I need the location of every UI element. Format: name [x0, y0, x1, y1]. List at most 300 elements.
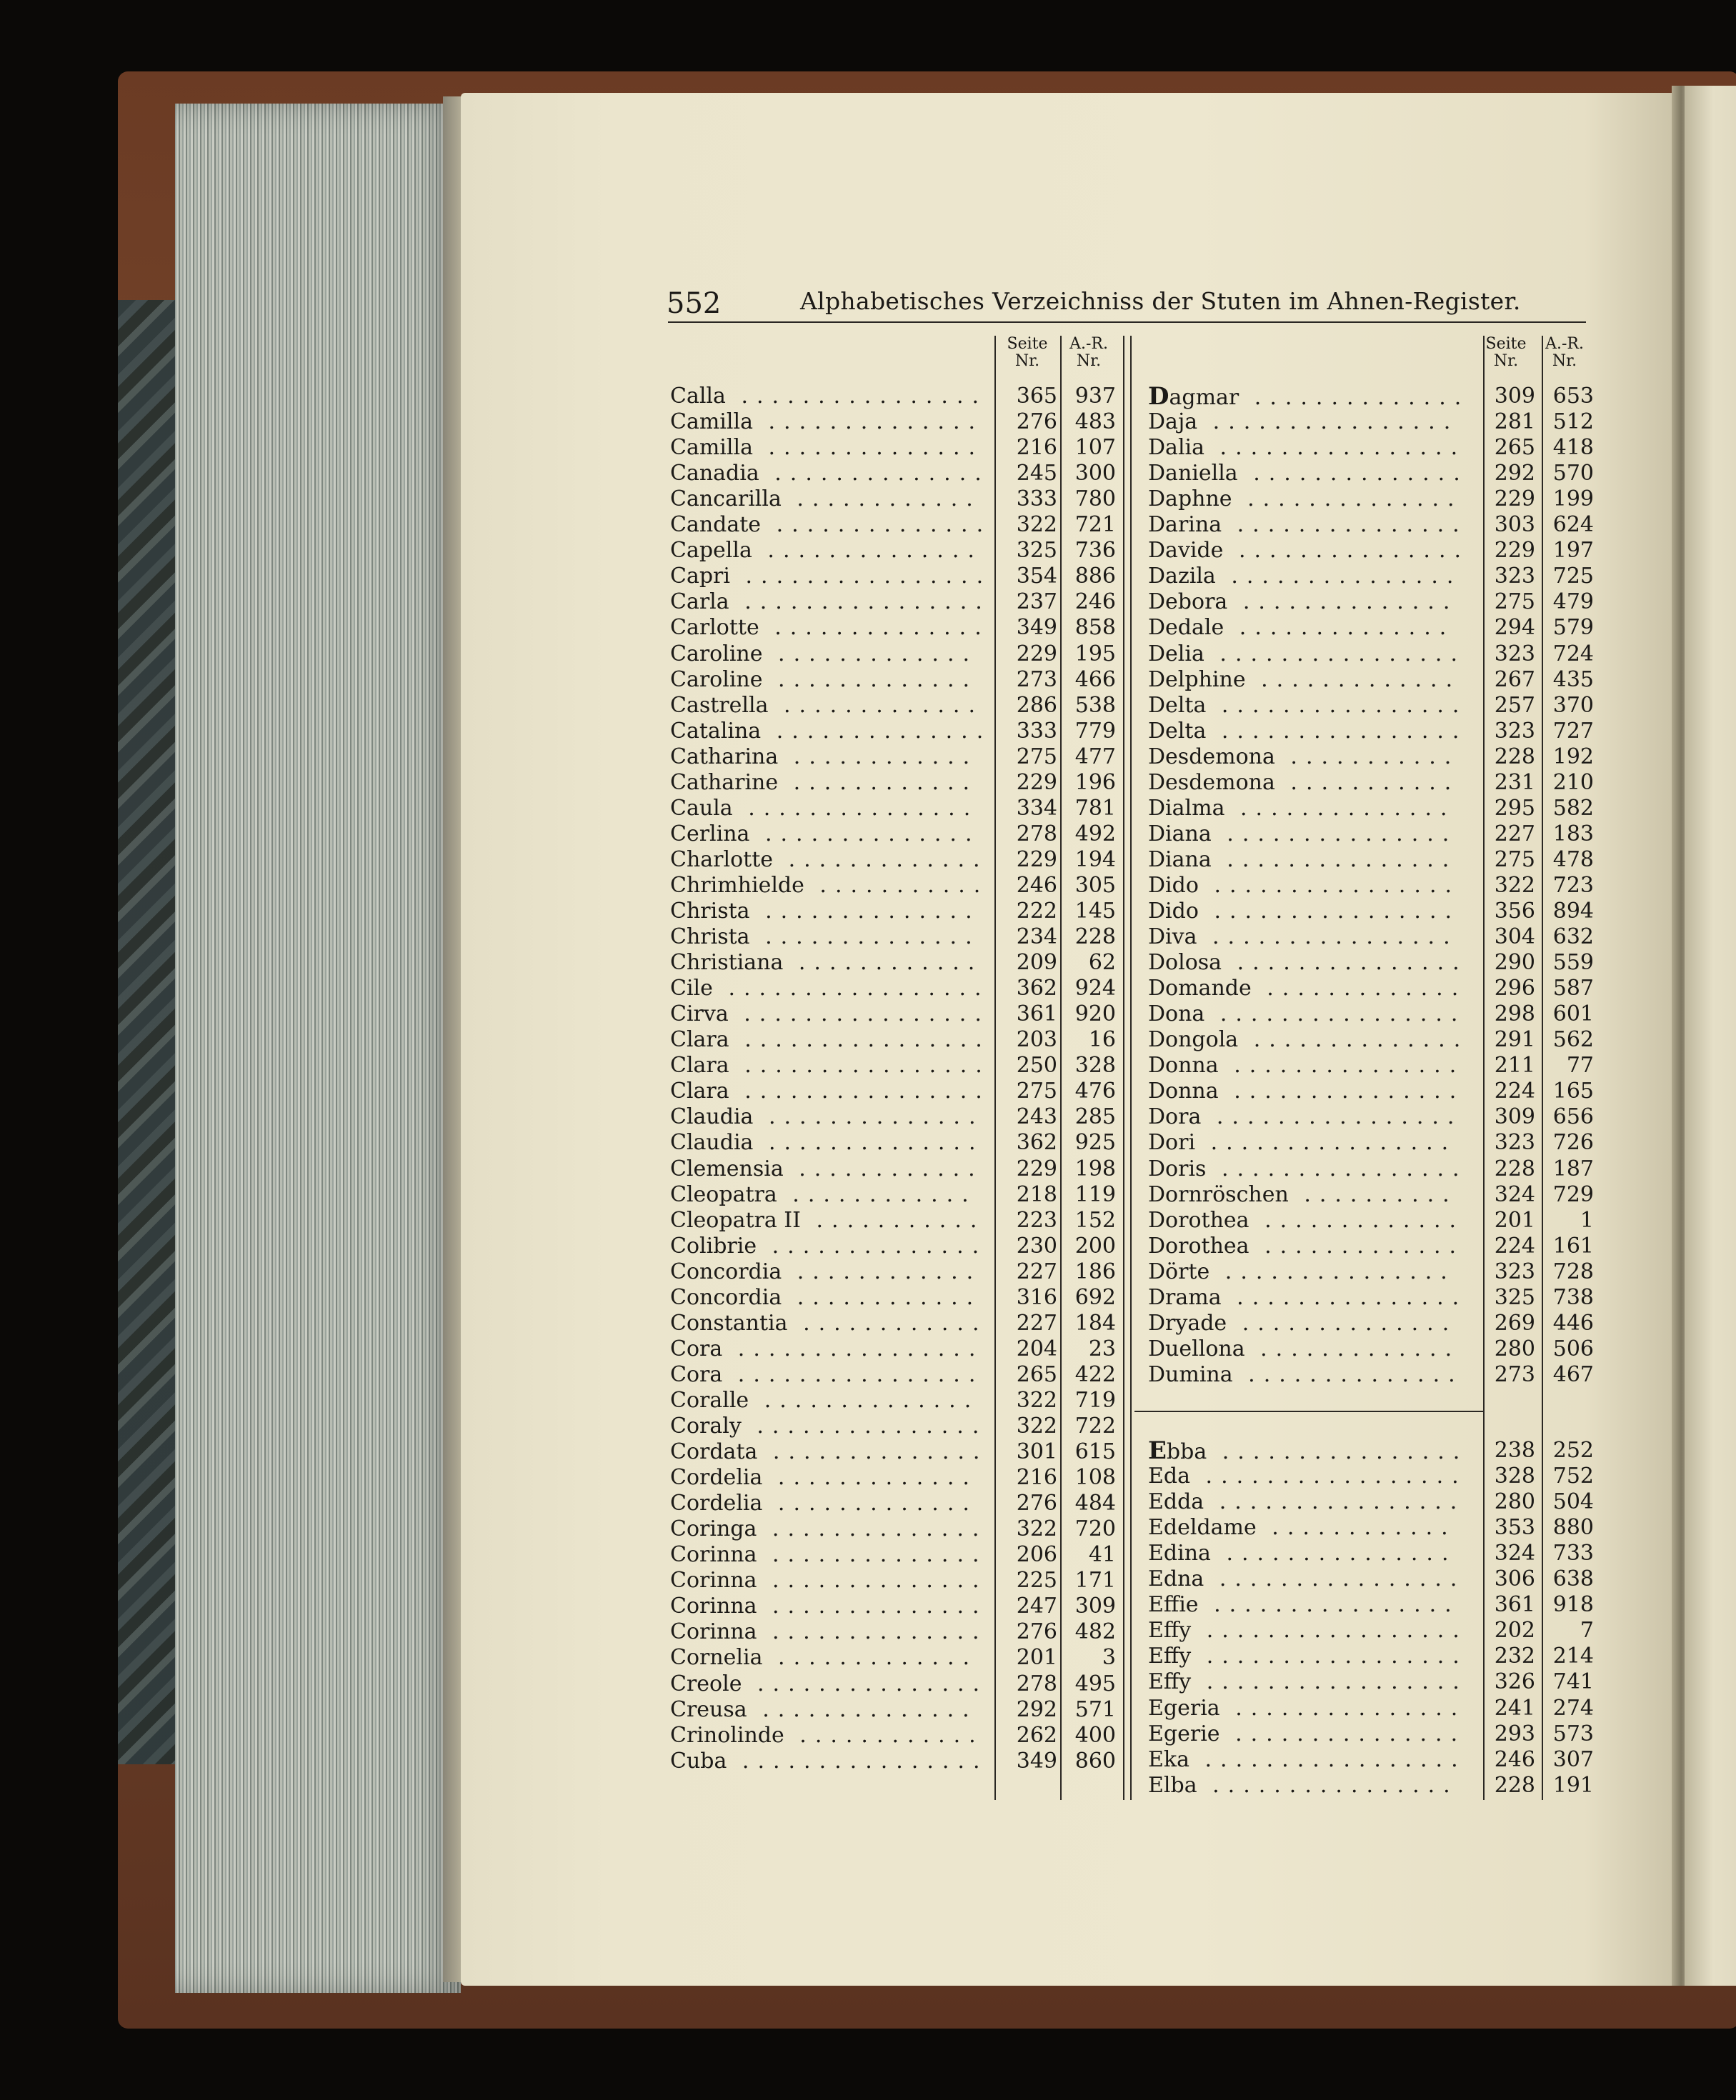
entry-ar: 108 [1074, 1465, 1116, 1491]
entry-seite: 323 [1494, 564, 1535, 589]
entry-seite: 265 [1016, 1361, 1057, 1387]
entry-ar: 720 [1074, 1516, 1116, 1542]
index-entry [1148, 1182, 1598, 1208]
leader-dots: ............. [773, 846, 989, 872]
entry-name-text: Coringa [670, 1516, 757, 1542]
entry-ar: 925 [1074, 1130, 1116, 1156]
entry-seite: 211 [1494, 1053, 1535, 1079]
entry-seite: 309 [1494, 384, 1535, 409]
entry-name-text: Clara [670, 1053, 729, 1079]
entry-seite: 222 [1016, 899, 1057, 924]
entry-name-text: Catharina [670, 744, 779, 769]
leader-dots: ........... [800, 1207, 986, 1233]
entry-ar: 570 [1552, 461, 1594, 486]
entry-ar: 107 [1074, 435, 1116, 461]
entry-name-text: Cordata [670, 1439, 758, 1465]
entry-name [1148, 1001, 1466, 1027]
entry-name [1148, 589, 1458, 615]
entry-name [1148, 950, 1468, 976]
entry-ar: 653 [1552, 384, 1594, 409]
entry-name [670, 1491, 978, 1516]
entry-ar: 638 [1552, 1566, 1594, 1592]
entry-name [670, 1465, 978, 1491]
entry-ar: 183 [1552, 821, 1594, 846]
entry-name [1148, 615, 1455, 641]
index-entry [1148, 1515, 1598, 1541]
entry-name-text: Cleopatra II [670, 1207, 801, 1233]
entry-name-text: Diana [1148, 821, 1212, 846]
leader-dots: ............ [787, 1310, 988, 1336]
entry-ar: 579 [1552, 615, 1594, 641]
entry-name-text: agmar [1169, 385, 1239, 410]
leader-dots: ................. [1191, 1618, 1468, 1644]
entry-seite: 309 [1494, 1104, 1535, 1130]
entry-seite: 246 [1016, 872, 1057, 898]
entry-name-text: Debora [1148, 589, 1228, 615]
entry-name-text: Eka [1148, 1746, 1189, 1772]
entry-name [1148, 1747, 1467, 1773]
index-entry [670, 1130, 1120, 1156]
entry-seite: 323 [1494, 1259, 1535, 1284]
entry-seite: 229 [1016, 1156, 1057, 1181]
leader-dots: .............. [1232, 1361, 1464, 1387]
entry-ar: 733 [1552, 1541, 1594, 1566]
index-entry [670, 1645, 1120, 1671]
leader-dots: ................. [1191, 1669, 1468, 1695]
entry-seite: 303 [1494, 512, 1535, 538]
entry-name [1148, 512, 1468, 538]
entry-name [1148, 461, 1469, 486]
entry-ar: 559 [1552, 950, 1594, 976]
index-entry [1148, 1285, 1598, 1311]
entry-name-text: Castrella [670, 692, 769, 718]
entry-name [1148, 1156, 1468, 1182]
index-entry [670, 1568, 1120, 1594]
entry-seite: 230 [1016, 1233, 1057, 1259]
leader-dots: ................. [1190, 1464, 1467, 1489]
entry-ar: 328 [1074, 1053, 1116, 1079]
entry-ar: 894 [1552, 899, 1594, 924]
entry-name-text: Charlotte [670, 846, 774, 872]
entry-name [670, 1594, 988, 1619]
entry-name [670, 1645, 978, 1671]
entry-name-text: Cancarilla [670, 486, 782, 512]
entry-name [670, 873, 989, 899]
index-entry [670, 641, 1120, 667]
entry-name [670, 1079, 991, 1104]
entry-name [670, 1439, 988, 1465]
right-ar-header-line1: A.-R. [1545, 335, 1584, 353]
index-entry [670, 512, 1120, 538]
index-entry [670, 1749, 1120, 1774]
entry-name [670, 1336, 984, 1362]
entry-name-text: Effy [1148, 1644, 1192, 1669]
entry-ar: 214 [1552, 1644, 1594, 1669]
entry-ar: 196 [1074, 769, 1116, 795]
entry-name [1148, 384, 1470, 411]
entry-seite: 281 [1494, 409, 1535, 435]
leader-dots: ................ [1198, 872, 1461, 898]
entry-name [670, 384, 987, 409]
leader-dots: .............. [747, 1696, 978, 1722]
leader-dots: ................ [729, 589, 991, 615]
index-entry [670, 1723, 1120, 1749]
leader-dots: ............... [1218, 1053, 1465, 1079]
entry-name [1148, 1669, 1468, 1695]
index-entry [1148, 821, 1598, 847]
leader-dots: .............. [761, 512, 992, 538]
index-entry [1148, 847, 1598, 873]
entry-seite: 204 [1016, 1336, 1057, 1361]
entry-ar: 186 [1074, 1259, 1116, 1284]
entry-ar: 476 [1074, 1079, 1116, 1104]
index-entry [670, 1439, 1120, 1465]
entry-name-text: Delia [1148, 641, 1204, 666]
entry-name-text: Delphine [1148, 666, 1246, 692]
entry-seite: 325 [1494, 1284, 1535, 1310]
entry-name [1148, 976, 1467, 1001]
leader-dots: ............... [1222, 950, 1468, 976]
entry-name-text: Elba [1148, 1772, 1197, 1798]
entry-seite: 296 [1494, 976, 1535, 1001]
index-entry [670, 1311, 1120, 1336]
leader-dots: .............. [749, 899, 981, 924]
entry-name [670, 1234, 987, 1259]
index-entry [1148, 1669, 1598, 1695]
leader-dots: ............ [782, 1284, 982, 1310]
entry-name [670, 461, 990, 486]
index-entry [1148, 744, 1598, 770]
entry-name-text: Corinna [670, 1542, 757, 1568]
index-entry [1148, 1079, 1598, 1104]
entry-name [670, 512, 992, 538]
entry-seite: 276 [1016, 1491, 1057, 1516]
entry-name [670, 976, 990, 1001]
entry-ar: 300 [1074, 461, 1116, 486]
entry-seite: 229 [1016, 641, 1057, 666]
index-entry [1148, 615, 1598, 641]
index-entry [670, 847, 1120, 873]
index-entry [1148, 924, 1598, 950]
leader-dots: ................ [1207, 1439, 1469, 1464]
index-entry [670, 486, 1120, 512]
entry-name-text: Desdemona [1148, 744, 1275, 769]
entry-ar: 479 [1552, 589, 1594, 615]
entry-ar: 307 [1552, 1746, 1594, 1772]
entry-name-text: Davide [1148, 538, 1224, 564]
entry-seite: 323 [1494, 641, 1535, 666]
leader-dots: .............. [749, 924, 981, 950]
index-entry [1148, 693, 1598, 719]
leader-dots: ................ [1204, 1566, 1466, 1592]
leader-dots: ............. [762, 1645, 979, 1671]
entry-name-text: Cerlina [670, 821, 750, 846]
index-entry [1148, 1130, 1598, 1156]
leader-dots: ............ [782, 1259, 982, 1284]
entry-ar: 506 [1552, 1336, 1594, 1361]
index-entry [1148, 461, 1598, 486]
leader-dots: ................ [728, 1001, 990, 1027]
index-entry [670, 1388, 1120, 1414]
index-entry [1148, 667, 1598, 693]
entry-name-text: Effy [1148, 1618, 1192, 1644]
leader-dots: ............... [1210, 1541, 1457, 1566]
entry-initial: D [1148, 382, 1169, 411]
entry-seite: 294 [1494, 615, 1535, 641]
entry-name-text: Concordia [670, 1284, 782, 1310]
entry-ar: 632 [1552, 924, 1594, 950]
index-entry [1148, 384, 1598, 409]
leader-dots: .............. [757, 1619, 988, 1645]
index-entry [670, 924, 1120, 950]
index-entry [670, 1465, 1120, 1491]
index-entry [670, 1027, 1120, 1053]
leader-dots: ............... [742, 1671, 989, 1696]
leader-dots: ............. [1245, 666, 1462, 692]
index-entry [1148, 1618, 1598, 1644]
entry-name [670, 1208, 985, 1234]
entry-ar: 692 [1074, 1284, 1116, 1310]
entry-name-text: Diana [1148, 846, 1212, 872]
entry-name-text: Darina [1148, 512, 1222, 538]
index-entry [1148, 564, 1598, 589]
index-entry [1148, 589, 1598, 615]
entry-name-text: Edda [1148, 1489, 1204, 1515]
entry-seite: 353 [1494, 1515, 1535, 1541]
entry-seite: 231 [1494, 769, 1535, 795]
index-entry [670, 1182, 1120, 1208]
entry-initial: E [1148, 1436, 1167, 1465]
index-entry [670, 1414, 1120, 1439]
entry-name-text: Cordelia [670, 1491, 763, 1516]
leader-dots: ............. [1244, 1336, 1461, 1361]
entry-seite: 334 [1016, 795, 1057, 821]
index-entry [670, 1156, 1120, 1182]
entry-seite: 224 [1494, 1233, 1535, 1259]
leader-dots: ............... [1219, 1721, 1467, 1746]
entry-name [670, 796, 979, 821]
entry-ar: 228 [1074, 924, 1116, 950]
leader-dots: .............. [757, 1568, 988, 1594]
entry-seite: 273 [1016, 666, 1057, 692]
entry-name-text: Donna [1148, 1079, 1219, 1104]
leader-dots: ................ [729, 1079, 991, 1104]
entry-ar: 512 [1552, 409, 1594, 435]
entry-seite: 250 [1016, 1053, 1057, 1079]
entry-ar: 418 [1552, 435, 1594, 461]
entry-seite: 257 [1494, 692, 1535, 718]
entry-ar: 252 [1552, 1438, 1594, 1463]
index-entry [670, 1619, 1120, 1645]
entry-ar: 41 [1088, 1542, 1116, 1568]
entry-name-text: Carla [670, 589, 729, 615]
leader-dots: ............... [1219, 1695, 1467, 1721]
entry-name [670, 719, 992, 744]
entry-name [1148, 719, 1467, 744]
entry-name-text: Canadia [670, 461, 759, 486]
entry-name [1148, 1311, 1457, 1336]
entry-name [670, 564, 992, 589]
center-double-rule-a [1123, 336, 1124, 1800]
entry-ar: 562 [1552, 1027, 1594, 1053]
entry-seite: 304 [1494, 924, 1535, 950]
entry-name [670, 1619, 988, 1645]
entry-ar: 16 [1088, 1027, 1116, 1053]
entry-seite: 275 [1016, 744, 1057, 769]
entry-name [1148, 1696, 1466, 1721]
leader-dots: ............ [783, 1156, 984, 1181]
entry-seite: 324 [1494, 1181, 1535, 1207]
entry-name [670, 1723, 984, 1749]
entry-ar: 727 [1552, 718, 1594, 744]
index-entry [1148, 1438, 1598, 1464]
entry-ar: 738 [1552, 1284, 1594, 1310]
index-entry [670, 538, 1120, 564]
entry-name [1148, 1489, 1465, 1515]
entry-name [1148, 924, 1459, 950]
entry-seite: 292 [1016, 1696, 1057, 1722]
index-entry [1148, 538, 1598, 564]
entry-seite: 322 [1016, 1414, 1057, 1439]
leader-dots: ................ [1206, 718, 1468, 744]
entry-seite: 291 [1494, 1027, 1535, 1053]
leader-dots: ........... [1274, 769, 1460, 795]
leader-dots: ............... [1218, 1079, 1465, 1104]
entry-seite: 333 [1016, 718, 1057, 744]
leader-dots: ................ [1198, 1592, 1460, 1618]
entry-seite: 354 [1016, 564, 1057, 589]
leader-dots: ............. [762, 1465, 978, 1491]
entry-name [1148, 1541, 1457, 1566]
left-ar-header-line2: Nr. [1076, 352, 1102, 370]
leader-dots: .............. [1227, 589, 1459, 615]
index-entry [670, 950, 1120, 976]
index-entry [670, 1697, 1120, 1723]
entry-ar: 780 [1074, 486, 1116, 512]
entry-ar: 478 [1552, 846, 1594, 872]
entry-ar: 779 [1074, 718, 1116, 744]
entry-ar: 7 [1580, 1618, 1594, 1644]
entry-seite: 243 [1016, 1104, 1057, 1130]
entry-ar: 77 [1566, 1053, 1594, 1079]
index-entry [670, 1516, 1120, 1542]
leader-dots: ............ [781, 486, 982, 512]
entry-name [1148, 667, 1461, 693]
entry-name [670, 744, 978, 770]
entry-ar: 1 [1580, 1207, 1594, 1233]
entry-seite: 362 [1016, 1130, 1057, 1156]
entry-seite: 228 [1494, 1772, 1535, 1798]
entry-name [1148, 1592, 1460, 1618]
leader-dots: ................ [1206, 1156, 1468, 1181]
entry-seite: 349 [1016, 615, 1057, 641]
entry-name-text: Dialma [1148, 795, 1225, 821]
entry-seite: 325 [1016, 538, 1057, 564]
entry-ar: 3 [1102, 1645, 1116, 1671]
entry-name [670, 1542, 988, 1568]
leader-dots: .............. [752, 435, 984, 461]
entry-seite: 286 [1016, 692, 1057, 718]
entry-seite: 322 [1494, 872, 1535, 898]
entry-ar: 305 [1074, 872, 1116, 898]
entry-ar: 495 [1074, 1671, 1116, 1696]
entry-name [1148, 538, 1470, 564]
entry-name-text: Dongola [1148, 1027, 1239, 1053]
entry-seite: 229 [1494, 486, 1535, 512]
entry-ar: 370 [1552, 692, 1594, 718]
entry-ar: 199 [1552, 486, 1594, 512]
entry-name [670, 1130, 984, 1156]
entry-name-text: Egeria [1148, 1695, 1220, 1721]
index-entry [1148, 1311, 1598, 1336]
entry-name-text: Coraly [670, 1414, 742, 1439]
index-entry [670, 1234, 1120, 1259]
entry-name-text: Claudia [670, 1104, 754, 1130]
entry-name [670, 924, 981, 950]
entry-name [1148, 1773, 1459, 1799]
entry-seite: 323 [1494, 1130, 1535, 1156]
entry-name [670, 589, 991, 615]
entry-ar: 880 [1552, 1515, 1594, 1541]
leader-dots: ............... [1209, 1259, 1456, 1284]
index-entry [1148, 1773, 1598, 1799]
entry-name [670, 1697, 978, 1723]
entry-name-text: Dedale [1148, 615, 1224, 641]
entry-ar: 729 [1552, 1181, 1594, 1207]
leader-dots: ............ [1256, 1515, 1457, 1541]
entry-seite: 241 [1494, 1695, 1535, 1721]
entry-ar: 920 [1074, 1001, 1116, 1027]
leader-dots: ................. [712, 976, 990, 1001]
entry-name-text: Dryade [1148, 1310, 1227, 1336]
index-entry [1148, 1541, 1598, 1566]
index-entry [1148, 512, 1598, 538]
entry-name [1148, 1182, 1458, 1208]
entry-name-text: Christiana [670, 950, 784, 976]
entry-name-text: Dido [1148, 899, 1199, 924]
leader-dots: .............. [757, 1439, 989, 1465]
entry-name-text: Dumina [1148, 1361, 1233, 1387]
entry-name-text: Doris [1148, 1156, 1207, 1181]
leader-dots: .............. [757, 1594, 988, 1619]
entry-seite: 324 [1494, 1541, 1535, 1566]
entry-seite: 216 [1016, 1465, 1057, 1491]
entry-ar: 191 [1552, 1772, 1594, 1798]
index-entry [1148, 1336, 1598, 1362]
entry-seite: 234 [1016, 924, 1057, 950]
entry-name [1148, 796, 1456, 821]
index-entry [670, 1259, 1120, 1285]
entry-name [670, 409, 984, 435]
page-block-edge [175, 104, 461, 1993]
entry-seite: 224 [1494, 1079, 1535, 1104]
entry-ar: 161 [1552, 1233, 1594, 1259]
entry-name-text: Diva [1148, 924, 1197, 950]
entry-name-text: Carlotte [670, 615, 759, 641]
leader-dots: .............. [759, 461, 990, 486]
entry-name-text: Coralle [670, 1387, 749, 1413]
entry-seite: 322 [1016, 512, 1057, 538]
entry-seite: 290 [1494, 950, 1535, 976]
entry-seite: 278 [1016, 821, 1057, 846]
leader-dots: .............. [1237, 461, 1469, 486]
entry-name [1148, 873, 1460, 899]
entry-ar: 198 [1074, 1156, 1116, 1181]
entry-seite: 201 [1016, 1645, 1057, 1671]
index-entry [1148, 1644, 1598, 1669]
leader-dots: ............... [1223, 538, 1470, 564]
leader-dots: .............. [1232, 486, 1463, 512]
